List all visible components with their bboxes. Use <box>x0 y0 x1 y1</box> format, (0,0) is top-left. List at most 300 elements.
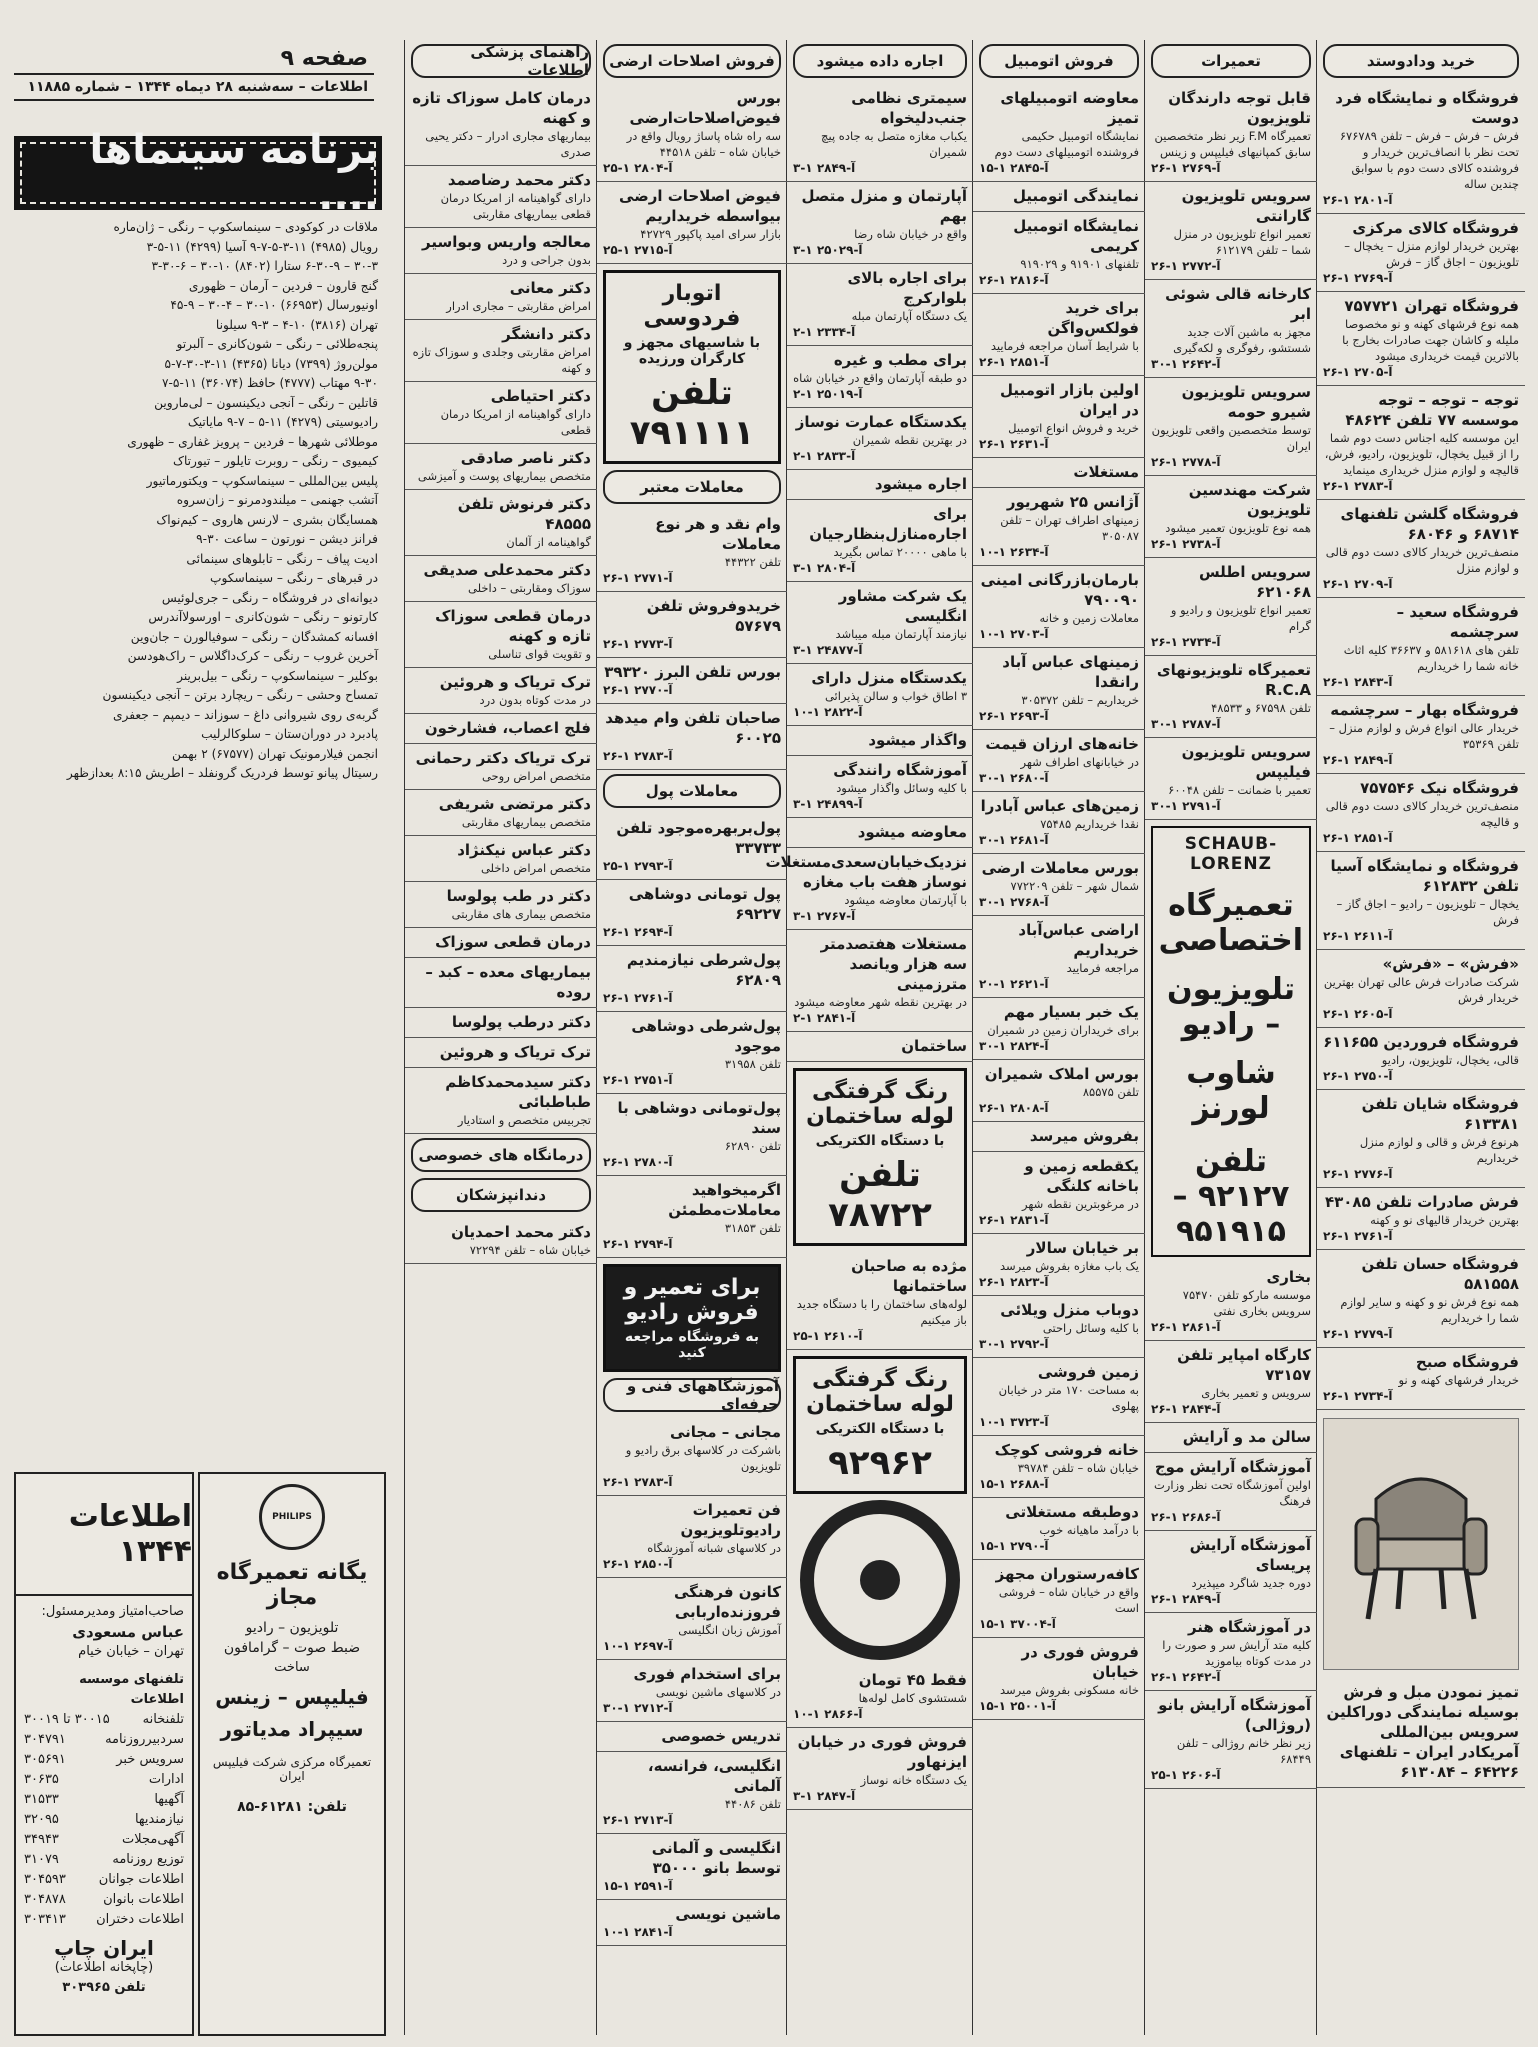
ad-body: لوله‌های ساختمان را با دستگاه جدید باز میکنیم <box>796 1297 967 1327</box>
ad-title: شرکت مهندسین تلویزیون <box>1188 481 1311 519</box>
ad-body: معاملات زمین و خانه <box>1039 611 1139 625</box>
phone-number: ۳۰۴۷۹۱ <box>24 1732 66 1747</box>
boxed-ad-line1: اتوبار فردوسی <box>643 281 741 331</box>
classified-ad <box>597 1418 787 1496</box>
ad-body: شستشوی کامل لوله‌ها <box>858 1691 967 1705</box>
classified-ad <box>405 1038 597 1068</box>
ad-code: ۳۰-۱ آ-۲۷۸۷ <box>1151 717 1221 731</box>
ad-body: متخصص بیماریهای مقاربتی <box>461 815 591 829</box>
boxed-ad <box>793 1356 967 1494</box>
classified-ad <box>1145 1263 1317 1341</box>
classified-ad <box>1317 292 1525 386</box>
ad-title: سرویس تلویزیون شیرو حومه <box>1181 383 1311 421</box>
furniture-image <box>1323 1418 1519 1670</box>
classified-ad <box>597 814 787 880</box>
ad-body: با ماهی ۲۰۰۰۰ تماس بگیرید <box>833 545 967 559</box>
ad-body: تلفن ۶۲۸۹۰ <box>724 1139 781 1153</box>
classified-ad <box>787 818 973 848</box>
classified-ad <box>973 488 1145 566</box>
ad-body: آموزش زبان انگلیسی <box>678 1623 781 1637</box>
phone-number: ۳۱۵۳۳ <box>24 1792 59 1807</box>
phone-number: ۳۰۴۵۹۳ <box>24 1872 66 1887</box>
classified-ad <box>405 382 597 444</box>
ad-title: یکقطعه زمین و باخانه کلنگی <box>1024 1157 1139 1195</box>
classified-ad <box>973 294 1145 376</box>
ad-code: ۲۵-۱ آ-۲۸۰۴ <box>603 161 673 175</box>
ad-title: وام نقد و هر نوع معاملات <box>655 515 781 553</box>
philips-ad <box>198 1472 386 2036</box>
ad-title: کافه‌رستوران مجهز <box>995 1565 1139 1583</box>
ad-title: مستغلات <box>1073 463 1139 481</box>
ad-body: زمینهای اطراف تهران – تلفن ۳۰۵۰۸۷ <box>1000 513 1139 543</box>
classified-ad <box>973 1152 1145 1234</box>
classified-ad <box>787 264 973 346</box>
armchair-icon <box>1346 1459 1496 1629</box>
ad-code: ۲-۱ آ-۲۸۴۱ <box>793 1011 856 1025</box>
cinema-row: قاتلین – رنگی – آنجی دیکینسون – لی‌ماروین <box>154 395 378 410</box>
classified-ad <box>787 726 973 756</box>
philips-l5: سیپراد مدیاتور <box>220 1717 364 1741</box>
ad-title: درمان کامل سوزاک تازه و کهنه <box>412 89 591 127</box>
ad-title: فروش فوری در خیابان <box>1021 1643 1139 1681</box>
ad-code: ۲۶-۱ آ-۲۷۶۹ <box>1323 271 1393 285</box>
ad-title: یک شرکت مشاور انگلیسی <box>838 587 967 625</box>
ad-title: خریدوفروش تلفن ۵۷۶۷۹ <box>646 597 781 635</box>
ad-title: آموزشگاه رانندگی <box>833 761 967 779</box>
ad-code: ۲۵-۱ آ-۲۷۱۵ <box>603 243 673 257</box>
section-heading: خرید ودادوستد <box>1323 44 1519 78</box>
ad-body: یک دستگاه آپارتمان مبله <box>851 309 967 323</box>
cinema-row: بوکلیر – سینماسکوپ – رنگی – بیل‌برینر <box>177 668 378 683</box>
ad-title: بفروش میرسد <box>1029 1127 1139 1145</box>
address: تهران – خیابان خیام <box>78 1644 184 1659</box>
ad-title: اولین بازار اتومبیل در ایران <box>1000 381 1139 419</box>
ad-body: در بهترین نقطه شمیران <box>852 433 967 447</box>
phone-number: ۳۰۰۱۵ تا ۳۰۰۱۹ <box>24 1712 110 1727</box>
ad-title: قابل توجه دارندگان تلویزیون <box>1168 89 1311 127</box>
classified-ad <box>597 1094 787 1176</box>
ad-code: ۲۶-۱ آ-۲۸۰۸ <box>979 1101 1049 1115</box>
ad-body: همه نوع فرش نو و کهنه و سایر لوازم شما را خریداریم <box>1340 1295 1519 1325</box>
classified-ad <box>597 1496 787 1578</box>
phone-label: تلفنخانه <box>142 1712 184 1727</box>
ad-body: بازار سرای امید پاکپور ۴۲۷۲۹ <box>640 227 781 241</box>
ad-title: پول‌تومانی دوشاهی با سند <box>617 1099 781 1137</box>
phone-row <box>24 1730 184 1750</box>
cinema-row: کیمیوی – رنگی – روبرت تایلور – تیورتاک <box>173 454 378 468</box>
classified-ad <box>405 714 597 744</box>
schaub-lorenz-ad <box>1151 826 1311 1257</box>
ad-code: ۲۶-۱ آ-۲۷۳۸ <box>1151 537 1221 551</box>
ad-title: برای اجاره‌منازل‌بنظارجیان <box>809 505 967 543</box>
ad-code: ۲۶-۱ آ-۲۷۰۹ <box>1323 577 1393 591</box>
ad-title: بورس فیوض‌اصلاحات‌ارضی <box>629 89 781 127</box>
classified-ad <box>1317 598 1525 696</box>
cinema-row: ۹-۳۰ مهتاب (۴۷۷۷) حافظ (۳۶۰۷۴) ۱۱-۵-۷ <box>161 376 378 390</box>
classified-ad <box>597 182 787 264</box>
ad-title: خانه‌های ارزان قیمت <box>985 735 1139 753</box>
ad-body: ۳ اطاق خواب و سالن پذیرائی <box>824 689 967 703</box>
ad-title: برای خرید فولکس‌واگن <box>1047 299 1139 337</box>
ad-body: تلفن های ۵۸۱۶۱۸ و ۳۶۶۳۷ کلیه اثاث خانه شما را خریداریم <box>1343 643 1519 673</box>
column-rentals <box>765 40 973 2035</box>
section-heading: راهنمای پزشکی اطلاعات <box>411 44 591 78</box>
ad-title: معاوضه میشود <box>857 823 967 841</box>
phone-number: ۳۴۹۴۳ <box>24 1832 59 1847</box>
boxed-ad-line1: رنگ گرفتگی لوله ساختمان <box>806 1367 954 1417</box>
ad-title: بورس املاک شمیران <box>984 1065 1139 1083</box>
schaub-line3: شاوب لورنز <box>1186 1056 1276 1126</box>
classified-ad <box>597 592 787 658</box>
ad-body: تعمیر انواع تلویزیون و رادیو و گرام <box>1170 603 1311 633</box>
ad-title: یک خبر بسیار مهم <box>1003 1003 1139 1021</box>
ad-body: متخصص امراض روحی <box>481 769 591 783</box>
ad-code: ۳-۱ آ-۲۷۶۷ <box>793 909 856 923</box>
ad-title: مجانی – مجانی <box>669 1423 781 1441</box>
classified-ad <box>597 1752 787 1834</box>
ad-code: ۳۰-۱ آ-۲۸۲۴ <box>979 1039 1049 1053</box>
ad-title: کانون فرهنگی فروزنده‌اربابی <box>674 1583 781 1621</box>
cinema-row: آتشب جهنمی – میلندودمرنو – زان‌سروه <box>176 493 378 507</box>
classified-ad <box>973 212 1145 294</box>
ad-body: امراض مقاربتی – مجاری ادرار <box>446 299 591 313</box>
classified-ad <box>597 946 787 1012</box>
ad-body: تلفن ۸۵۵۷۵ <box>1082 1085 1139 1099</box>
cinema-row: کارتونو – رنگی – شون‌کانری – اورسولاآندرس <box>148 610 378 624</box>
ad-code: ۲۶-۱ آ-۲۷۷۲ <box>1151 259 1221 273</box>
cinema-row: فرانز دیشن – نورتون – ساعت ۳۰-۹ <box>196 532 378 546</box>
ad-body: تعمیر انواع تلویزیون در منزل شما – تلفن ۶۱۲۱۷۹ <box>1173 227 1311 257</box>
ad-body: متخصص بیماریهای پوست و آمیزشی <box>417 469 591 483</box>
classified-ad <box>973 182 1145 212</box>
ad-title: فروشگاه فروردین ۶۱۱۶۵۵ <box>1323 1033 1519 1051</box>
ad-body: در بهترین نقطه شهر معاوضه میشود <box>794 995 967 1009</box>
ad-code: ۲۶-۱ آ-۲۷۸۳ <box>603 1475 673 1489</box>
classified-ad <box>405 1218 597 1264</box>
classified-ad <box>1145 1341 1317 1423</box>
classified-ad <box>1145 280 1317 378</box>
classified-ad <box>1317 1250 1525 1348</box>
ad-body: در خیابانهای اطراف شهر <box>1020 755 1139 769</box>
ad-title: واگذار میشود <box>868 731 967 749</box>
ad-code: ۲۶-۱ آ-۲۶۳۱ <box>979 437 1049 451</box>
cinema-rows <box>14 218 382 784</box>
classified-ad <box>405 490 597 556</box>
classified-ad <box>973 998 1145 1060</box>
ad-code: ۳-۱ آ-۲۴۸۹۹ <box>793 797 863 811</box>
ad-code: ۳۰-۱ آ-۲۶۴۲ <box>1151 357 1221 371</box>
classified-ad <box>973 84 1145 182</box>
ad-title: دکتر معانی <box>509 279 591 297</box>
ad-code: ۲-۱ آ-۲۳۳۴ <box>793 325 856 339</box>
classified-ad <box>1317 386 1525 500</box>
boxed-ad-line3: ۹۲۹۶۲ <box>828 1443 932 1483</box>
classified-ad <box>1317 950 1525 1028</box>
ad-title: دکتر عباس نیکنژاد <box>457 841 591 859</box>
ad-code: ۲۶-۱ آ-۲۷۶۱ <box>603 991 673 1005</box>
classified-ad <box>1317 214 1525 292</box>
ad-body: نیازمند آپارتمان مبله میباشد <box>835 627 967 641</box>
classified-ad <box>787 930 973 1032</box>
furniture-caption <box>1317 1678 1525 1788</box>
ad-title: دکتر محمدعلی صدیقی <box>423 561 591 579</box>
ad-title: «فرش» – «فرش» <box>1382 955 1519 973</box>
ad-body: سه راه شاه پاساژ رویال واقع در خیابان شاه – تلفن ۴۴۵۱۸ <box>626 129 781 159</box>
ad-title: بیماریهای معده – کبد – روده <box>425 963 591 1001</box>
cinema-row: آخرین غروب – رنگی – کرک‌داگلاس – راک‌هودسن <box>127 649 378 663</box>
ad-body: خانه مسکونی بفروش میرسد <box>999 1683 1139 1697</box>
ad-title: نمایندگی اتومبیل <box>1013 187 1139 205</box>
boxed-ad-line1: برای تعمیر و فروش رادیو <box>623 1275 761 1325</box>
ad-code: ۳-۱ آ-۲۴۸۷۷ <box>793 643 863 657</box>
ad-title: دکتر درطب پولوسا <box>451 1013 591 1031</box>
cinema-row: پادبرد در دوران‌ستان – سلوکالرلیب <box>201 727 378 741</box>
ad-title: فلج اعصاب، فشارخون <box>424 719 591 737</box>
classified-ad <box>1145 1613 1317 1691</box>
section-heading: فروش اتومبیل <box>979 44 1139 78</box>
ad-title: معاوضه اتومبیلهای تمیز <box>1000 89 1139 127</box>
ad-body: به مساحت ۱۷۰ متر در خیابان پهلوی <box>998 1383 1139 1413</box>
schaub-brand: SCHAUB-LORENZ <box>1184 834 1278 874</box>
phone-label: آگهیها <box>154 1792 184 1807</box>
ad-title: پول‌شرطی دوشاهی موجود <box>631 1017 781 1055</box>
ad-title: فروشگاه تهران ۷۵۷۷۲۱ <box>1344 297 1519 315</box>
classified-ad <box>787 582 973 664</box>
ad-title: بر خیابان سالار <box>1026 1239 1139 1257</box>
phone-row <box>24 1750 184 1770</box>
section-heading: اجاره داده میشود <box>793 44 967 78</box>
ad-body: و تقویت قوای تناسلی <box>488 647 591 661</box>
classified-ad <box>787 500 973 582</box>
cinema-row: دیوانه‌ای در فروشگاه – رنگی – جری‌لوئیس <box>161 590 378 605</box>
column-repairs <box>1144 40 1317 2035</box>
classified-ad <box>765 848 973 930</box>
cinema-listings <box>14 127 382 1466</box>
ad-body: تعمیر با ضمانت – تلفن ۶۰۰۴۸ <box>1168 783 1311 797</box>
ad-title: دکتر مرتضی شریفی <box>438 795 591 813</box>
phones-title: تلفنهای موسسه اطلاعات <box>79 1672 184 1707</box>
boxed-ad-line2: با شاسیهای مجهز و کارگران ورزیده <box>623 335 761 367</box>
classified-ad <box>405 602 597 668</box>
classified-ad <box>405 668 597 714</box>
philips-l6: تعمیرگاه مرکزی شرکت فیلیپس ایران <box>212 1755 372 1783</box>
cinema-row: رویال (۴۹۸۵) ۱۱-۳-۵-۷-۹ آسیا (۴۲۹۹) ۱۱-۵-۳ <box>146 239 378 254</box>
ad-code: ۲۶-۱ آ-۲۷۸۳ <box>603 749 673 763</box>
ad-title: دکتر محمد رضاصمد <box>447 171 591 189</box>
ad-body: شرکت صادرات فرش عالی تهران بهترین خریدار فرش <box>1323 975 1519 1005</box>
ad-body: نمایشگاه اتومبیل حکیمی فروشنده اتومبیلهای دست دوم <box>994 129 1139 159</box>
owner-label: صاحب‌امتیاز ومدیرمسئول: <box>41 1604 184 1619</box>
print-sub: (چاپخانه اطلاعات) <box>54 1960 154 1975</box>
ad-body: تلفن ۶۷۵۹۸ و ۴۸۵۳۳ <box>1211 701 1311 715</box>
cinema-row: پلیس بین‌المللی – سینماسکوپ – ویکتورماتیور <box>146 473 378 488</box>
cinema-row: اونیورسال (۶۶۹۵۳) ۱۰-۳۰ – ۴-۳۰ – ۹-۴۵ <box>170 298 378 312</box>
classified-ad <box>597 880 787 946</box>
classified-ad <box>597 1900 787 1946</box>
ad-code: ۲۶-۱ آ-۲۸۴۹ <box>1323 753 1393 767</box>
ad-title: بورس تلفن البرز ۳۹۳۲۰ <box>604 663 781 681</box>
ad-body: یک باب مغازه بفروش میرسد <box>999 1259 1139 1273</box>
ad-title: برای مطب و غیره <box>833 351 967 369</box>
phone-label: توزیع روزنامه <box>112 1852 184 1867</box>
ad-code: ۱۵-۱ آ-۲۵۰۰۱ <box>979 1699 1056 1713</box>
classified-ad <box>973 1122 1145 1152</box>
ad-body: سوزاک ومقاربتی – داخلی <box>468 581 591 595</box>
ad-body: تجربیس متخصص و استادیار <box>457 1113 591 1127</box>
ad-body: توسط متخصصین واقعی تلویزیون ایران <box>1151 423 1311 453</box>
cinema-row: تهران (۳۸۱۶) ۱۰-۴ – ۳-۹ سیلونا <box>215 317 378 332</box>
newspaper-logo: اطلاعات ۱۳۴۴ <box>16 1474 192 1596</box>
ad-title: درمان قطعی سوزاک <box>435 933 591 951</box>
ad-body: با شرایط آسان مراجعه فرمایید <box>990 339 1139 353</box>
cinema-row: در قبرهای – رنگی – سینماسکوپ <box>210 571 378 585</box>
column-medical <box>404 40 597 2035</box>
ad-title: ترک تریاک و هروئین <box>439 673 591 691</box>
cinema-row: همسایگان بشری – لارنس هاروی – کیم‌نواک <box>156 512 378 527</box>
ad-body: منصف‌ترین خریدار کالای دست دوم قالی و قالیچه <box>1325 799 1519 829</box>
ad-title: زمین فروشی <box>1037 1363 1139 1381</box>
boxed-ad-line2: با دستگاه الکتریکی <box>815 1421 945 1437</box>
ad-title: فروشگاه کالای مرکزی <box>1352 219 1519 237</box>
ad-title: ترک تریاک و هروئین <box>439 1043 591 1061</box>
ad-code: ۲۶-۱ آ-۲۷۰۵ <box>1323 365 1393 379</box>
ad-title: بورس معاملات ارضی <box>981 859 1139 877</box>
phone-label: سرویس خبر <box>116 1752 184 1767</box>
ad-code: ۲۶-۱ آ-۲۶۱۱ <box>1323 929 1393 943</box>
ad-code: ۳۰-۱ آ-۲۷۹۱ <box>1151 799 1221 813</box>
ad-code: ۲۶-۱ آ-۲۸۵۱ <box>1323 831 1393 845</box>
ad-title: کارگاه امپایر تلفن ۷۳۱۵۷ <box>1177 1346 1311 1384</box>
ad-title: دکتر دانشگر <box>502 325 591 343</box>
masthead-box <box>14 1472 194 2036</box>
ad-code: ۱۰-۱ آ-۲۸۶۶ <box>793 1707 863 1721</box>
philips-title: یگانه تعمیرگاه مجاز <box>216 1560 368 1610</box>
classified-ad <box>1317 774 1525 852</box>
cinema-row: تمساح وحشی – رنگی – ریچارد برتن – آنجی دیکینسون <box>102 688 378 702</box>
ad-code: ۱۰-۱ آ-۲۶۳۴ <box>979 545 1049 559</box>
classified-ad <box>1145 1691 1317 1789</box>
ad-body: با کلیه وسائل واگذار میشود <box>836 781 967 795</box>
ad-title: زمین‌های عباس آبادرا <box>980 797 1139 815</box>
classified-ad <box>1145 378 1317 476</box>
phone-label: اطلاعات دختران <box>96 1912 184 1927</box>
ad-body: خریداریم – تلفن ۳۰۵۳۷۲ <box>1021 693 1139 707</box>
cinema-row: گربه‌ی روی شیروانی داغ – سوزاند – دیمپم – جعفری <box>112 707 378 722</box>
ad-body: اولین آموزشگاه تحت نظر وزارت فرهنگ <box>1153 1478 1311 1508</box>
phone-number: ۳۰۶۳۵ <box>24 1772 59 1787</box>
ad-body: منصف‌ترین خریدار کالای دست دوم قالی و لوازم منزل <box>1325 545 1519 575</box>
schaub-line1: تعمیرگاه اختصاصی <box>1158 888 1303 958</box>
plumbing-machine-image <box>800 1500 960 1660</box>
classified-ad <box>1145 182 1317 280</box>
ad-title: پول‌شرطی نیازمندیم ۶۲۸۰۹ <box>626 951 781 989</box>
classified-ad <box>1317 84 1525 214</box>
ad-body: متخصص بیماری های مقاربتی <box>451 907 591 921</box>
classified-ad <box>405 444 597 490</box>
classified-ad <box>787 84 973 182</box>
ad-title: صاحبان تلفن وام میدهد ۶۰۰۲۵ <box>605 709 781 747</box>
ad-body: تلفن ۳۱۸۵۳ <box>724 1221 781 1235</box>
ad-title: کارخانه قالی شوئی ابر <box>1165 285 1311 323</box>
section-heading: درمانگاه های خصوصی <box>411 1138 591 1172</box>
ad-title: فقط ۴۵ تومان <box>858 1671 967 1689</box>
ad-body: مراجعه فرمایید <box>1066 961 1139 975</box>
ad-title: دکتر ناصر صادقی <box>460 449 591 467</box>
ad-title: مستغلات هفتصدمتر سه هزار ویانصد مترزمینی <box>820 935 967 993</box>
boxed-ad <box>603 1264 781 1372</box>
ad-code: ۲۶-۱ آ-۲۸۴۹ <box>1151 1592 1221 1606</box>
ad-title: فروشگاه گلشن تلفنهای ۶۸۷۱۴ و ۶۸۰۴۶ <box>1340 505 1519 543</box>
boxed-ad-line3: تلفن ۷۹۱۱۱۱ <box>629 373 755 453</box>
ad-code: ۲-۱ آ-۲۸۳۳ <box>793 449 856 463</box>
ad-body: شمال شهر – تلفن ۷۷۲۲۰۹ <box>1010 879 1139 893</box>
classified-ad <box>405 744 597 790</box>
page-number: صفحه ۹ <box>280 46 368 71</box>
ad-code: ۲۶-۱ آ-۲۸۵۱ <box>979 355 1049 369</box>
ad-body: در کلاسهای شبانه آموزشگاه <box>647 1541 781 1555</box>
ad-code: ۳-۱ آ-۲۸۰۴ <box>793 561 856 575</box>
classified-ad <box>787 1728 973 1810</box>
ad-code: ۲۶-۱ آ-۲۸۲۳ <box>979 1275 1049 1289</box>
classified-ad <box>597 658 787 704</box>
ad-code: ۲۶-۱ آ-۲۷۶۹ <box>1151 161 1221 175</box>
classified-ad <box>405 556 597 602</box>
classified-ad <box>1317 1090 1525 1188</box>
ad-title: فیوض اصلاحات ارضی بیواسطه خریداریم <box>619 187 781 225</box>
ad-title: تمیز نمودن مبل و فرش بوسیله نمایندگی دوراکلین سرویس بین‌المللی آمریکادر ایران – تلفنهای ۶۴۲۲۶ – ۶۱۳۰۸۴ <box>1326 1683 1519 1781</box>
ad-body: متخصص امراض داخلی <box>480 861 591 875</box>
phone-label: اطلاعات بانوان <box>103 1892 184 1907</box>
classified-ad <box>1145 1531 1317 1613</box>
classified-ad <box>597 1578 787 1660</box>
phone-label: ادارات <box>148 1772 184 1787</box>
ad-title: در آموزشگاه هنر <box>1187 1618 1311 1636</box>
ad-code: ۲۶-۱ آ-۲۷۷۱ <box>603 571 673 585</box>
phone-number: ۳۲۰۹۵ <box>24 1812 59 1827</box>
phone-row <box>24 1870 184 1890</box>
ad-code: ۲۶-۱ آ-۲۷۷۶ <box>1323 1167 1393 1181</box>
ad-title: اراضی عباس‌آباد خریداریم <box>1018 921 1139 959</box>
ad-code: ۱۵-۱ آ-۲۷۹۰ <box>979 1539 1049 1553</box>
classified-ad <box>405 166 597 228</box>
classified-ad <box>405 320 597 382</box>
ad-code: ۲۶-۱ آ-۲۷۹۴ <box>603 1237 673 1251</box>
classified-ad <box>973 566 1145 648</box>
classified-ad <box>973 1498 1145 1560</box>
classified-ad <box>597 1834 787 1900</box>
phone-row <box>24 1850 184 1870</box>
ad-title: دکتر محمد احمدیان <box>451 1223 591 1241</box>
boxed-ad <box>793 1068 967 1246</box>
cinema-row: موطلائی شهرها – فردین – پرویز غفاری – ظهوری <box>127 434 378 449</box>
ad-body: با آپارتمان معاوضه میشود <box>844 893 967 907</box>
classified-ad <box>405 836 597 882</box>
classified-ad <box>1145 1423 1317 1453</box>
section-heading: معاملات پول <box>603 774 781 808</box>
ad-body: زیر نظر خانم روژالی – تلفن ۶۸۴۴۹ <box>1176 1736 1311 1766</box>
ad-body: واقع در خیابان شاه رضا <box>854 227 967 241</box>
classified-ad <box>1317 696 1525 774</box>
ad-title: فروشگاه سعید – سرچشمه <box>1396 603 1519 641</box>
ad-body: یک دستگاه خانه نوساز <box>860 1773 967 1787</box>
cinema-row: رسیتال پیانو توسط فردریک گرونفلد – اطریش ۸:۱۵ بعدازظهر <box>66 766 378 780</box>
classified-ad <box>973 1358 1145 1436</box>
ad-title: فروشگاه حسان تلفن ۵۸۱۵۵۸ <box>1361 1255 1519 1293</box>
ad-code: ۲۶-۱ آ-۲۸۵۰ <box>603 1557 673 1571</box>
classified-ad <box>973 1638 1145 1720</box>
classified-ad <box>787 1032 973 1062</box>
phone-label: نیازمندیها <box>134 1812 184 1827</box>
